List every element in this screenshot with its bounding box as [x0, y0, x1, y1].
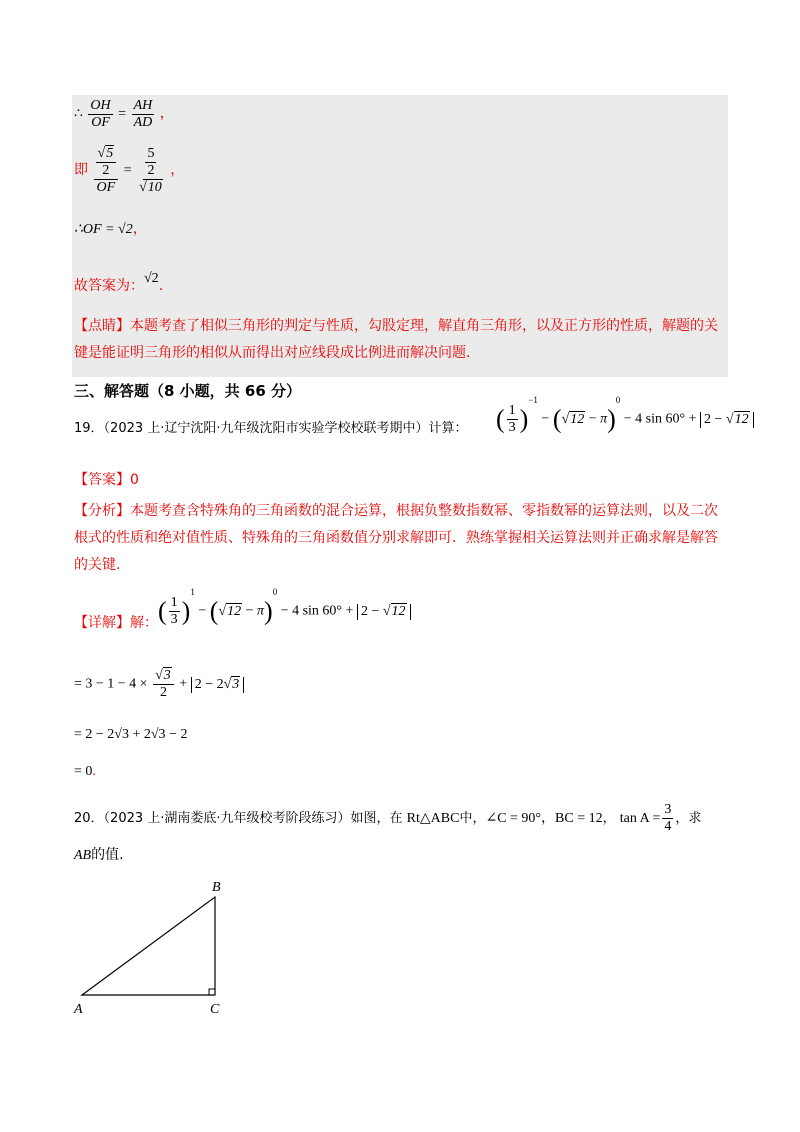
numerator: [143, 146, 158, 180]
q19-detail-label: [74, 610, 158, 637]
therefore-symbol: ∴: [74, 106, 83, 122]
sqrt-expression: √3: [155, 668, 171, 683]
absolute-value: 2 − √12: [357, 604, 411, 620]
denominator: [137, 180, 165, 196]
numerator: OH: [90, 98, 111, 113]
period: .: [92, 764, 96, 779]
prompt-text: 的值.: [91, 847, 124, 863]
numerator: 1: [508, 403, 516, 418]
answer-value: √2: [144, 271, 159, 286]
ratio-line-1: [74, 98, 174, 131]
ask-text: ，求: [675, 811, 702, 826]
tan-label: tan A =: [619, 810, 661, 826]
sqrt-expression: √12: [561, 411, 585, 427]
vertex-label-a: A: [74, 1002, 83, 1017]
vertex-label-c: C: [210, 1002, 220, 1017]
equals-sign: =: [123, 163, 132, 179]
vertex-label-b: B: [212, 880, 221, 895]
numerator: AH: [133, 98, 153, 113]
namely-label: 即: [74, 162, 88, 179]
sqrt-expression: √3: [223, 676, 240, 692]
answer-line: [74, 273, 163, 300]
numerator: 3: [664, 802, 672, 817]
inner-numerator: 5: [147, 146, 155, 161]
fraction-5-over-2-over-sqrt10: [137, 146, 165, 196]
numerator: 1: [170, 595, 178, 610]
q19-analysis: [74, 498, 728, 579]
fraction-sqrt5-over-2-over-of: [94, 146, 119, 196]
result-line: [74, 218, 147, 238]
inner-fraction: [145, 146, 156, 179]
numerator: [94, 146, 119, 180]
fraction-ah-ad: [132, 98, 155, 131]
analysis-tag: 【分析】: [74, 503, 130, 519]
denominator: OF: [91, 115, 110, 130]
fraction-sqrt3-over-2: [153, 668, 174, 701]
comment-text: 本题考查了相似三角形的判定与性质，勾股定理，解直角三角形，以及正方形的性质，解题的关键是能证明三角形的相似从而得出对应线段成比例进而解决问题.: [74, 318, 718, 361]
answer-prefix: 故答案为：: [74, 278, 144, 294]
absolute-value: 2 − √12: [700, 412, 754, 428]
sqrt-expression: √12: [382, 603, 406, 619]
condition-angle-side: ∠C = 90°，BC = 12: [485, 811, 603, 826]
question-source: （2023 上·湖南娄底·九年级校考阶段练习）如图，在: [103, 811, 403, 826]
q19-detail-expression: ( $\frac{1}{3}$ )$^1 - (√12 - \pi)^0 - 4$ sin 60° + 2 − √12: [158, 595, 411, 628]
triangle-abc: [82, 897, 215, 995]
sqrt-expression: √10: [139, 180, 162, 195]
sqrt-expression: √5: [97, 146, 114, 161]
comma: ，: [170, 163, 185, 179]
comment-paragraph: [74, 313, 726, 367]
result-expression: ∴OF = √2: [74, 222, 133, 237]
variable-ab: AB: [74, 848, 92, 863]
q20-prompt-line-2: [74, 842, 124, 869]
q19-answer: [74, 467, 139, 494]
denominator: 2: [159, 685, 167, 700]
right-angle-mark: [209, 989, 215, 995]
step-3-text: = 0: [74, 764, 93, 779]
inner-denominator: 2: [102, 163, 110, 178]
q19-step-1: = 3 − 1 − 4 × $\frac{√3}{2}$ + 2 − 2√3: [74, 668, 244, 701]
q19-step-2: = 2 − 2√3 + 2√3 − 2: [74, 727, 188, 742]
separator: ，: [602, 811, 616, 826]
denominator: 4: [664, 819, 672, 834]
ratio-line-2: [74, 146, 184, 196]
fraction-oh-of: [88, 98, 112, 131]
denominator: AD: [133, 115, 153, 130]
denominator: 3: [170, 612, 178, 627]
inner-denominator: 2: [147, 163, 155, 178]
fraction-three-quarters: [662, 802, 673, 835]
comma: ，: [132, 222, 147, 237]
absolute-value: 2 − 2√3: [191, 677, 245, 693]
q20-prompt: [74, 802, 734, 835]
question-number: 20．: [74, 811, 104, 826]
denominator: 3: [508, 420, 516, 435]
right-triangle-figure: [66, 875, 246, 1025]
triangle-name: Rt△ABC: [406, 811, 460, 826]
inner-numerator: [96, 146, 117, 163]
q19-expression: ( $\frac{1}{3}$ )$^{-1} - (√12 - \pi)^0 - 4$ sin 60° + 2 − √12: [496, 403, 754, 436]
answer-tag: 【答案】: [74, 472, 130, 488]
connector-text: 中，: [459, 811, 486, 826]
comment-tag: 【点睛】: [74, 318, 130, 334]
detail-prefix: 解：: [130, 615, 158, 631]
sqrt-expression: √12: [218, 603, 242, 619]
step-1-prefix: = 3 − 1 − 4 ×: [74, 676, 148, 692]
q19-prompt: [74, 415, 468, 442]
fraction-one-third: [507, 403, 518, 436]
fraction-one-third: [169, 595, 180, 628]
question-number: 19．: [74, 421, 104, 436]
analysis-text: 本题考查含特殊角的三角函数的混合运算，根据负整数指数幂、零指数幂的运算法则，以及二次根式的性质和绝对值性质、特殊角的三角函数值分别求解即可．熟练掌握相关运算法则并正确求解是解答的关键.: [74, 503, 718, 573]
inner-fraction: [96, 146, 117, 179]
period: .: [158, 278, 164, 294]
sqrt-expression: √12: [725, 411, 749, 427]
comma: ，: [159, 106, 174, 122]
question-source: （2023 上·辽宁沈阳·九年级沈阳市实验学校校联考期中）计算：: [103, 421, 468, 436]
numerator: [153, 668, 174, 685]
tan-condition: [619, 802, 676, 834]
answer-value: 0: [130, 472, 139, 488]
q19-step-3: [74, 764, 96, 780]
detail-tag: 【详解】: [74, 615, 130, 631]
equals-sign: =: [118, 106, 127, 122]
section-heading: 三、解答题（8 小题，共 66 分）: [74, 382, 301, 400]
denominator: OF: [96, 180, 116, 195]
